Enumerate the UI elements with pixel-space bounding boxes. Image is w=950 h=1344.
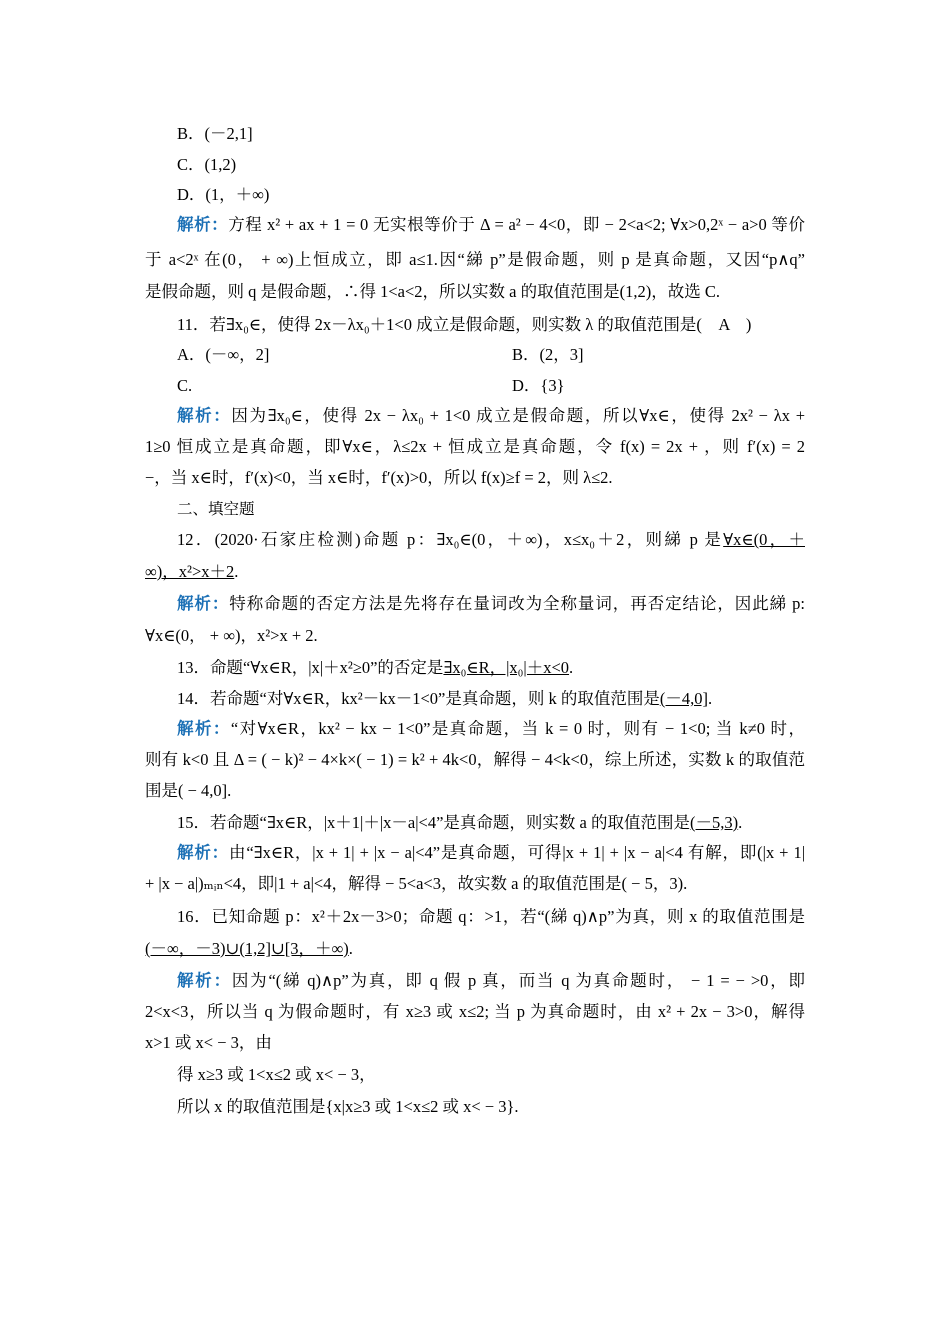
- question-16-line-1: 16．已知命题 p：x²＋2x－3>0；命题 q：>1，若“(綈 q)∧p”为真，则 x 的取值范围是: [177, 907, 805, 926]
- solution-14-line-3: 围是( − 4,0].: [145, 781, 232, 800]
- solution-10-line-3: 是假命题，则 q 是假命题，∴得 1<a<2，所以实数 a 的取值范围是(1,2)，故选 C.: [145, 282, 721, 301]
- solution-12-line-2: ∀x∈(0， + ∞)，x²>x + 2.: [145, 626, 318, 645]
- solution-15-line-1: 解析：由“∃x∈R，|x + 1| + |x − a|<4”是真命题，可得|x + 1| + |x − a|<4 有解，即(|x + 1|: [177, 843, 805, 862]
- solution-16-line-5: 所以 x 的取值范围是{x|x≥3 或 1<x≤2 或 x< − 3}.: [177, 1097, 519, 1116]
- solution-10-line-2: 于 a<2ˣ 在(0， + ∞)上恒成立，即 a≤1.因“綈 p”是假命题，则 p 是真命题，又因“p∧q”: [145, 250, 805, 269]
- q11-option-b: B．(2，3]: [512, 345, 584, 364]
- section-heading: 二、填空题: [177, 500, 255, 518]
- solution-16-line-3: x>1 或 x< − 3，由: [145, 1033, 272, 1052]
- question-13: 13．命题“∀x∈R，|x|＋x²≥0”的否定是∃x₀∈R，|x₀|＋x<0.: [177, 658, 574, 677]
- question-12-line-1: 12．(2020·石家庄检测)命题 p：∃x₀∈(0，＋∞)，x≤x₀＋2，则綈 p 是∀x∈(0，＋: [177, 530, 805, 549]
- option-d: D．(1，＋∞): [177, 185, 270, 204]
- option-b: B．(－2,1]: [177, 124, 253, 143]
- question-14: 14．若命题“对∀x∈R，kx²－kx－1<0”是真命题，则 k 的取值范围是(－4,0].: [177, 689, 713, 708]
- solution-11-line-2: 1≥0 恒成立是真命题，即∀x∈，λ≤2x + 恒成立是真命题，令 f(x) = 2x + ，则 f′(x) = 2: [145, 437, 805, 456]
- solution-12-line-1: 解析：特称命题的否定方法是先将存在量词改为全称量词，再否定结论，因此綈 p:: [177, 594, 805, 613]
- solution-10-line-1: 解析：方程 x² + ax + 1 = 0 无实根等价于 Δ = a² − 4<0，即 − 2<a<2; ∀x>0,2ˣ − a>0 等价: [177, 215, 805, 234]
- question-15: 15．若命题“∃x∈R，|x＋1|＋|x－a|<4”是真命题，则实数 a 的取值范围是(－5,3).: [177, 813, 743, 832]
- q11-option-a: A．(－∞，2]: [177, 345, 270, 364]
- solution-16-line-1: 解析：因为“(綈 q)∧p”为真，即 q 假 p 真，而当 q 为真命题时， − 1 = − >0，即: [177, 971, 806, 990]
- solution-16-line-2: 2<x<3，所以当 q 为假命题时，有 x≥3 或 x≤2; 当 p 为真命题时，由 x² + 2x − 3>0，解得: [145, 1002, 805, 1021]
- solution-16-line-4: 得 x≥3 或 1<x≤2 或 x< − 3，: [177, 1065, 376, 1084]
- solution-11-line-3: −，当 x∈时，f′(x)<0，当 x∈时，f′(x)>0，所以 f(x)≥f = 2，则 λ≤2.: [145, 468, 613, 487]
- solution-15-line-2: + |x − a|)ₘᵢₙ<4，即|1 + a|<4，解得 − 5<a<3，故实数 a 的取值范围是( − 5，3).: [145, 874, 688, 893]
- q11-option-c: C.: [177, 376, 193, 395]
- question-11: 11．若∃x₀∈，使得 2x－λx₀＋1<0 成立是假命题，则实数 λ 的取值范围是( A ): [177, 315, 752, 334]
- option-c: C．(1,2): [177, 155, 237, 174]
- solution-14-line-2: 则有 k<0 且 Δ = ( − k)² − 4×k×( − 1) = k² + 4k<0，解得 − 4<k<0，综上所述，实数 k 的取值范: [145, 750, 805, 769]
- question-16-line-2: (－∞，－3)∪(1,2]∪[3，＋∞).: [145, 939, 353, 958]
- solution-14-line-1: 解析：“对∀x∈R，kx² − kx − 1<0”是真命题，当 k = 0 时，则有 − 1<0; 当 k≠0 时，: [177, 719, 806, 738]
- q11-option-d: D．{3}: [512, 376, 565, 395]
- solution-11-line-1: 解析：因为∃x₀∈，使得 2x − λx₀ + 1<0 成立是假命题，所以∀x∈，使得 2x² − λx +: [177, 406, 805, 425]
- question-12-line-2: ∞)，x²>x＋2.: [145, 562, 239, 581]
